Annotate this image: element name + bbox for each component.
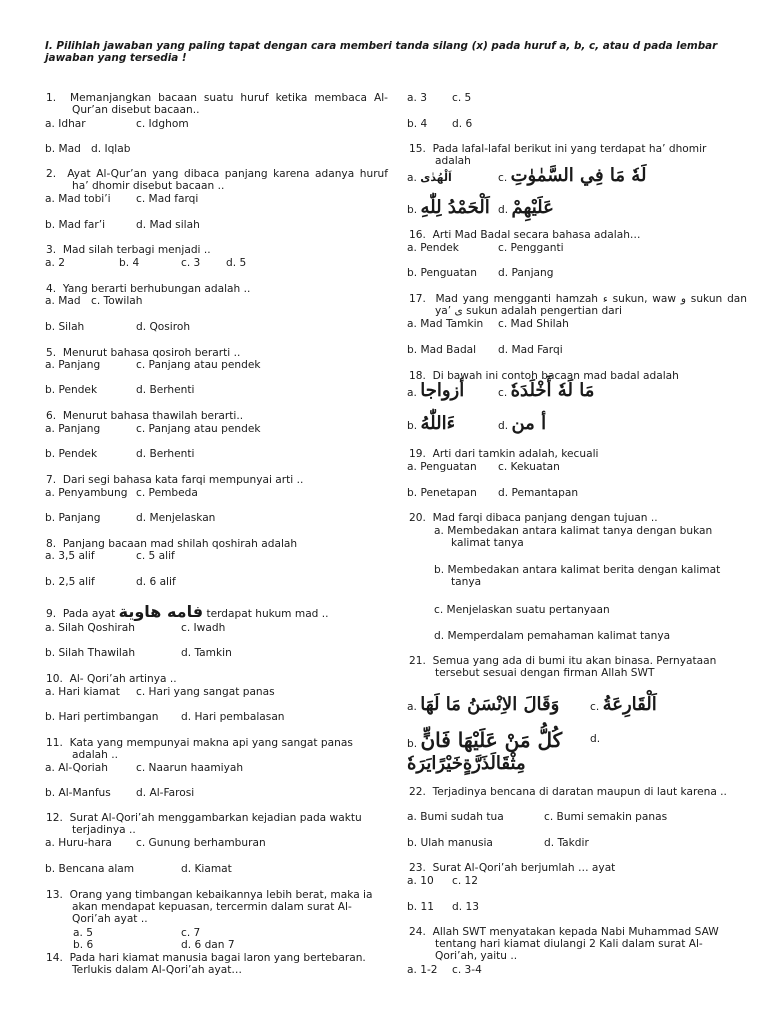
question-15: 15. Pada lafal-lafal berikut ini yang terdapat ha’ dhomir adalah bbox=[409, 143, 707, 168]
option-d[interactable]: d. Iqlab bbox=[91, 143, 131, 155]
arabic-option: عَلَيْهِمْ bbox=[511, 197, 554, 218]
question-11: 11. Kata yang mempunyai makna api yang sangat panas adalah .. bbox=[46, 737, 353, 762]
question-19: 19. Arti dari tamkin adalah, kecuali bbox=[409, 448, 599, 460]
option-b[interactable]: b. Silah Thawilah bbox=[45, 647, 136, 659]
option-a[interactable]: a. Pendek bbox=[407, 242, 459, 254]
option-c[interactable]: c. Mad farqi bbox=[136, 193, 199, 205]
question-12: 12. Surat Al-Qori’ah menggambarkan kejadian pada waktu terjadinya .. bbox=[46, 812, 362, 837]
option-d[interactable]: d. Mad silah bbox=[136, 219, 200, 231]
option-a[interactable]: a. 1-2 bbox=[407, 964, 438, 976]
option-c[interactable]: c. Iwadh bbox=[181, 622, 226, 634]
question-7: 7. Dari segi bahasa kata farqi mempunyai arti .. bbox=[46, 474, 304, 486]
option-d[interactable]: d. Menjelaskan bbox=[136, 512, 216, 524]
option-a[interactable]: a. Membedakan antara kalimat tanya dengan bukan kalimat tanya bbox=[434, 525, 713, 550]
question-10: 10. Al- Qori’ah artinya .. bbox=[46, 673, 177, 685]
option-c[interactable]: c. 7 bbox=[181, 927, 201, 939]
arabic-option: لَهٗ مَا فِي السَّمٰوٰتِ bbox=[510, 165, 647, 186]
question-4: 4. Yang berarti berhubungan adalah .. bbox=[46, 283, 251, 295]
option-d[interactable]: d. 6 alif bbox=[136, 576, 176, 588]
option-d[interactable]: d. bbox=[590, 733, 601, 745]
option-a[interactable]: a. Penyambung bbox=[45, 487, 128, 499]
question-14: 14. Pada hari kiamat manusia bagai laron yang bertebaran. Terlukis dalam Al-Qori’ah ayat… bbox=[46, 952, 366, 977]
option-c[interactable]: c. Gunung berhamburan bbox=[136, 837, 266, 849]
option-b[interactable]: b. Mad bbox=[45, 143, 81, 155]
question-16: 16. Arti Mad Badal secara bahasa adalah… bbox=[409, 229, 641, 241]
option-b[interactable]: b. Mad Badal bbox=[407, 344, 477, 356]
arabic-option: أزواجا bbox=[420, 380, 465, 401]
arabic-option: اَلْقَارِعَةُ bbox=[602, 694, 657, 715]
option-c[interactable]: c. مَا لَهٗ أَخْلَدَهٗ bbox=[498, 380, 595, 401]
question-20: 20. Mad farqi dibaca panjang dengan tujuan .. bbox=[409, 512, 658, 524]
option-b[interactable]: b. Hari pertimbangan bbox=[45, 711, 159, 723]
option-d[interactable]: d. Pemantapan bbox=[498, 487, 579, 499]
option-a[interactable]: a. Al-Qoriah bbox=[45, 762, 108, 774]
option-a[interactable]: a. Mad tobi’i bbox=[45, 193, 111, 205]
option-a[interactable]: a. Bumi sudah tua bbox=[407, 811, 504, 823]
option-d[interactable]: d. 6 bbox=[452, 118, 473, 130]
arabic-option: اَلْحَمْدُ لِلّٰهِ bbox=[420, 197, 490, 218]
option-b[interactable]: b. Penetapan bbox=[407, 487, 477, 499]
option-a[interactable]: a. 5 bbox=[73, 927, 93, 939]
option-c[interactable]: c. اَلْقَارِعَةُ bbox=[590, 694, 657, 715]
question-2: 2. Ayat Al-Qur’an yang dibaca panjang karena adanya huruf ha’ dhomir disebut bacaan .. bbox=[46, 168, 388, 193]
question-23: 23. Surat Al-Qori’ah berjumlah … ayat bbox=[409, 862, 616, 874]
option-c[interactable]: c. Menjelaskan suatu pertanyaan bbox=[434, 604, 610, 616]
option-b[interactable]: b. 4 bbox=[407, 118, 428, 130]
option-d[interactable]: d. Kiamat bbox=[181, 863, 232, 875]
option-c[interactable]: c. Panjang atau pendek bbox=[136, 359, 261, 371]
option-b[interactable]: b. Penguatan bbox=[407, 267, 477, 279]
option-a[interactable]: a. 2 bbox=[45, 257, 65, 269]
question-9: 9. Pada ayat فامه هاوية terdapat hukum mad .. bbox=[46, 602, 329, 621]
option-d[interactable]: d. Panjang bbox=[498, 267, 554, 279]
option-d-arabic[interactable] bbox=[407, 752, 526, 778]
arabic-option: اَلْهُدٰى bbox=[420, 171, 452, 184]
option-c[interactable]: c. 3 bbox=[181, 257, 201, 269]
option-c[interactable]: c. Kekuatan bbox=[498, 461, 560, 473]
option-c[interactable]: c. Hari yang sangat panas bbox=[136, 686, 275, 698]
option-b[interactable]: b. Silah bbox=[45, 321, 85, 333]
option-a[interactable]: a. أزواجا bbox=[407, 380, 465, 401]
option-d[interactable]: d. Al-Farosi bbox=[136, 787, 195, 799]
option-b[interactable]: b. Al-Manfus bbox=[45, 787, 111, 799]
option-b[interactable]: b. 6 bbox=[73, 939, 94, 951]
question-24: 24. Allah SWT menyatakan kepada Nabi Muhammad SAW tentang hari kiamat diulangi 2 Kali dalam surat Al-Qori’ah, yaitu .. bbox=[409, 926, 719, 963]
option-b[interactable]: b. Ulah manusia bbox=[407, 837, 493, 849]
option-d[interactable]: d. Qosiroh bbox=[136, 321, 191, 333]
option-c[interactable]: c. 5 bbox=[452, 92, 472, 104]
option-b[interactable]: b. Membedakan antara kalimat berita dengan kalimat tanya bbox=[434, 564, 721, 589]
question-3: 3. Mad silah terbagi menjadi .. bbox=[46, 244, 211, 256]
arabic-option: مِثْقَالَذَرَّةٍخَيْرًايَرَهٗ bbox=[407, 753, 526, 774]
question-17: 17. Mad yang mengganti hamzah ء sukun, waw و sukun dan ya’ ى sukun adalah pengertian dari bbox=[409, 293, 747, 318]
option-b[interactable]: b. Panjang bbox=[45, 512, 101, 524]
option-a[interactable]: a. Mad bbox=[45, 295, 81, 307]
option-a[interactable]: a. Hari kiamat bbox=[45, 686, 120, 698]
option-b[interactable]: b. 4 bbox=[119, 257, 140, 269]
question-13: 13. Orang yang timbangan kebaikannya lebih berat, maka ia akan mendapat kepuasan, tercermin dalam surat Al-Qori’ah ayat .. bbox=[46, 889, 373, 926]
option-a[interactable]: a. اَلْهُدٰى bbox=[407, 171, 452, 184]
option-a[interactable]: a. Idhar bbox=[45, 118, 86, 130]
option-c[interactable]: c. 5 alif bbox=[136, 550, 175, 562]
option-d[interactable]: d. 5 bbox=[226, 257, 247, 269]
option-b[interactable]: b. 11 bbox=[407, 901, 434, 913]
question-5: 5. Menurut bahasa qosiroh berarti .. bbox=[46, 347, 241, 359]
option-c[interactable]: c. Naarun haamiyah bbox=[136, 762, 244, 774]
option-d[interactable]: d. Berhenti bbox=[136, 448, 195, 460]
option-b[interactable]: b. ءَاللّٰهُ bbox=[407, 413, 456, 434]
option-d[interactable]: d. Berhenti bbox=[136, 384, 195, 396]
option-a[interactable]: a. Mad Tamkin bbox=[407, 318, 484, 330]
option-b[interactable]: b. اَلْحَمْدُ لِلّٰهِ bbox=[407, 197, 490, 218]
question-6: 6. Menurut bahasa thawilah berarti.. bbox=[46, 410, 244, 422]
option-a[interactable]: a. 3,5 alif bbox=[45, 550, 95, 562]
option-a[interactable]: a. 3 bbox=[407, 92, 427, 104]
option-b[interactable]: b. Bencana alam bbox=[45, 863, 135, 875]
option-a[interactable]: a. Huru-hara bbox=[45, 837, 112, 849]
option-b[interactable]: b. Pendek bbox=[45, 448, 98, 460]
question-8: 8. Panjang bacaan mad shilah qoshirah adalah bbox=[46, 538, 298, 550]
question-22: 22. Terjadinya bencana di daratan maupun di laut karena .. bbox=[409, 786, 727, 798]
option-b[interactable]: b. كُلُّ مَنْ عَلَيْهَا فَانٍّ bbox=[407, 728, 563, 752]
option-b[interactable]: b. Mad far’i bbox=[45, 219, 106, 231]
arabic-option: ءَاللّٰهُ bbox=[420, 413, 456, 434]
option-d[interactable]: d. Hari pembalasan bbox=[181, 711, 285, 723]
question-21: 21. Semua yang ada di bumi itu akan binasa. Pernyataan tersebut sesuai dengan firman Allah SWT bbox=[409, 655, 717, 680]
option-a[interactable]: a. Silah Qoshirah bbox=[45, 622, 135, 634]
option-d[interactable]: d. Memperdalam pemahaman kalimat tanya bbox=[434, 630, 671, 642]
option-c[interactable]: c. Pembeda bbox=[136, 487, 198, 499]
option-d[interactable]: d. 13 bbox=[452, 901, 479, 913]
option-c[interactable]: c. 3-4 bbox=[452, 964, 482, 976]
option-a[interactable]: a. وَقَالَ الاِنْسَنُ مَا لَهَا bbox=[407, 694, 560, 715]
option-c[interactable]: c. Mad Shilah bbox=[498, 318, 569, 330]
option-a[interactable]: a. Panjang bbox=[45, 423, 101, 435]
arabic-phrase: فامه هاوية bbox=[118, 602, 204, 621]
option-c[interactable]: c. 12 bbox=[452, 875, 479, 887]
option-b[interactable]: b. 2,5 alif bbox=[45, 576, 95, 588]
option-b[interactable]: b. Pendek bbox=[45, 384, 98, 396]
question-1: 1. Memanjangkan bacaan suatu huruf ketika membaca Al-Qur’an disebut bacaan.. bbox=[46, 92, 388, 117]
option-c[interactable]: c. Panjang atau pendek bbox=[136, 423, 261, 435]
question-18: 18. Di bawah ini contoh bacaan mad badal adalah bbox=[409, 370, 679, 382]
option-c[interactable]: c. لَهٗ مَا فِي السَّمٰوٰتِ bbox=[498, 165, 647, 186]
option-c[interactable]: c. Idghom bbox=[136, 118, 189, 130]
option-d[interactable]: d. أ من bbox=[498, 413, 547, 434]
option-c[interactable]: c. Pengganti bbox=[498, 242, 564, 254]
option-a[interactable]: a. Penguatan bbox=[407, 461, 477, 473]
option-d[interactable]: d. Takdir bbox=[544, 837, 589, 849]
option-d[interactable]: d. Mad Farqi bbox=[498, 344, 563, 356]
option-a[interactable]: a. 10 bbox=[407, 875, 434, 887]
option-d[interactable]: d. Tamkin bbox=[181, 647, 232, 659]
arabic-option: مَا لَهٗ أَخْلَدَهٗ bbox=[510, 380, 595, 401]
arabic-option: كُلُّ مَنْ عَلَيْهَا فَانٍّ bbox=[420, 728, 563, 752]
instruction: I. Pilihlah jawaban yang paling tapat dengan cara memberi tanda silang (x) pada huruf a, b, c, atau d pada lembar jawaban yang tersedia ! bbox=[45, 40, 718, 64]
option-a[interactable]: a. Panjang bbox=[45, 359, 101, 371]
option-d[interactable]: d. عَلَيْهِمْ bbox=[498, 197, 554, 218]
arabic-option: وَقَالَ الاِنْسَنُ مَا لَهَا bbox=[420, 694, 560, 715]
option-c[interactable]: c. Bumi semakin panas bbox=[544, 811, 668, 823]
option-c[interactable]: c. Towilah bbox=[91, 295, 143, 307]
arabic-option: أ من bbox=[511, 413, 547, 434]
option-d[interactable]: d. 6 dan 7 bbox=[181, 939, 235, 951]
